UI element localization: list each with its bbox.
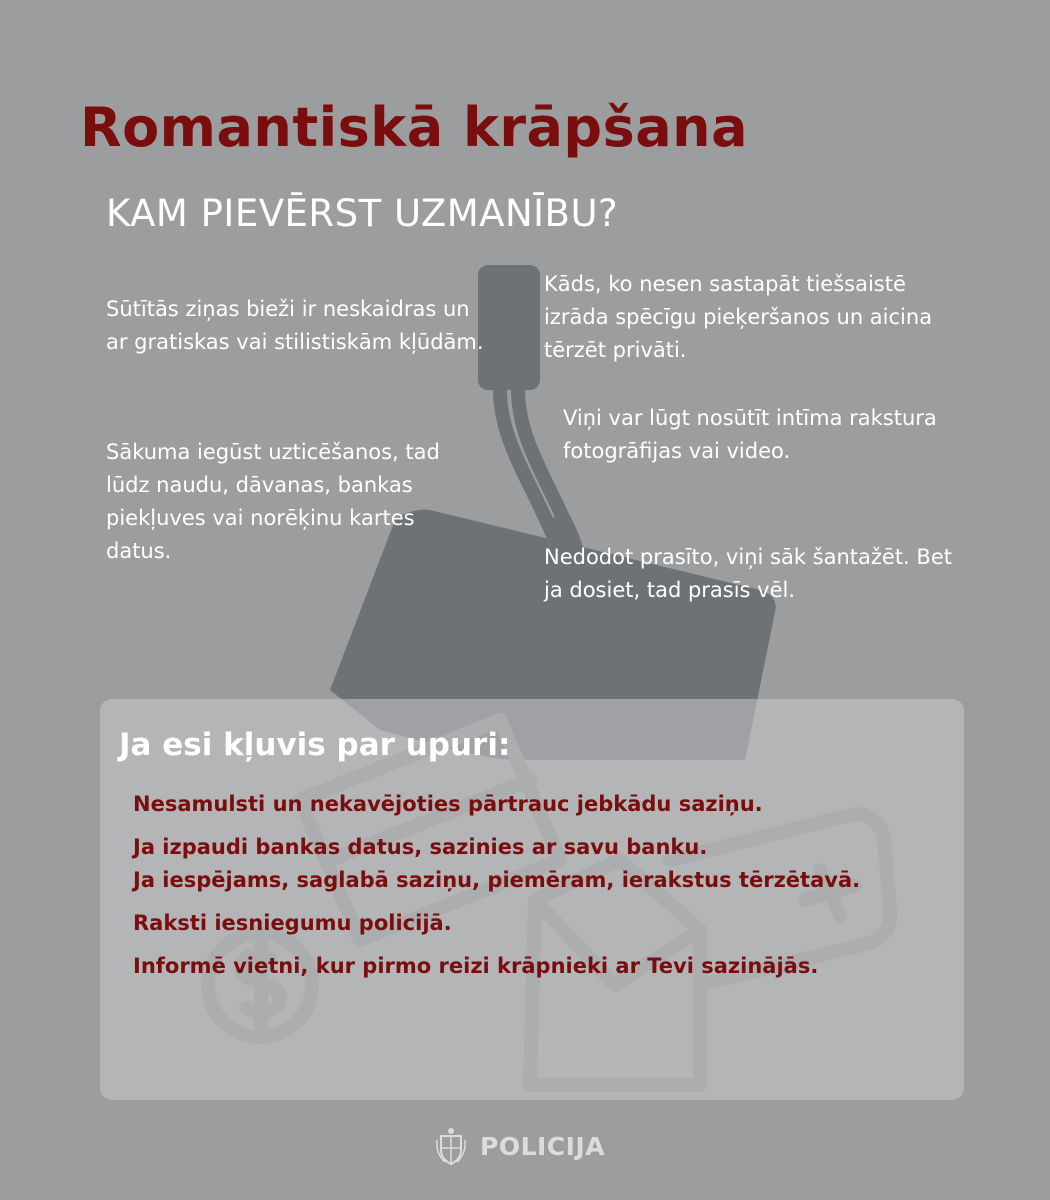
victim-step: Raksti iesniegumu policijā. <box>133 911 452 935</box>
coat-of-arms-icon <box>436 1126 466 1166</box>
victim-step: Ja izpaudi bankas datus, sazinies ar savu banku. <box>133 835 708 859</box>
warning-sign-text: Sūtītās ziņas bieži ir neskaidras un ar gratiskas vai stilistiskām kļūdām. <box>106 297 484 354</box>
victim-step: Nesamulsti un nekavējoties pārtrauc jebkādu saziņu. <box>133 792 763 816</box>
warning-sign-text: Sākuma iegūst uzticēšanos, tad lūdz naudu, dāvanas, bankas piekļuves vai norēķinu kartes datus. <box>106 440 440 563</box>
warning-sign-text: Kāds, ko nesen sastapāt tiešsaistē izrāda spēcīgu pieķeršanos un aicina tērzēt privāti. <box>544 272 933 362</box>
page-title: Romantiskā krāpšana <box>80 96 749 159</box>
page-subtitle: KAM PIEVĒRST UZMANĪBU? <box>106 192 619 235</box>
warning-sign-text: Nedodot prasīto, viņi sāk šantažēt. Bet ja dosiet, tad prasīs vēl. <box>544 545 952 602</box>
victim-advice-panel <box>100 699 964 1100</box>
victim-heading: Ja esi kļuvis par upuri: <box>119 727 511 763</box>
victim-step: Ja iespējams, saglabā saziņu, piemēram, ierakstus tērzētavā. <box>133 868 861 892</box>
warning-sign-text: Viņi var lūgt nosūtīt intīma rakstura fotogrāfijas vai video. <box>563 406 937 463</box>
footer-brand <box>436 1126 605 1166</box>
footer-label: POLICIJA <box>480 1131 606 1161</box>
victim-steps-list <box>133 789 943 994</box>
victim-step: Informē vietni, kur pirmo reizi krāpnieki ar Tevi sazinājās. <box>133 954 819 978</box>
